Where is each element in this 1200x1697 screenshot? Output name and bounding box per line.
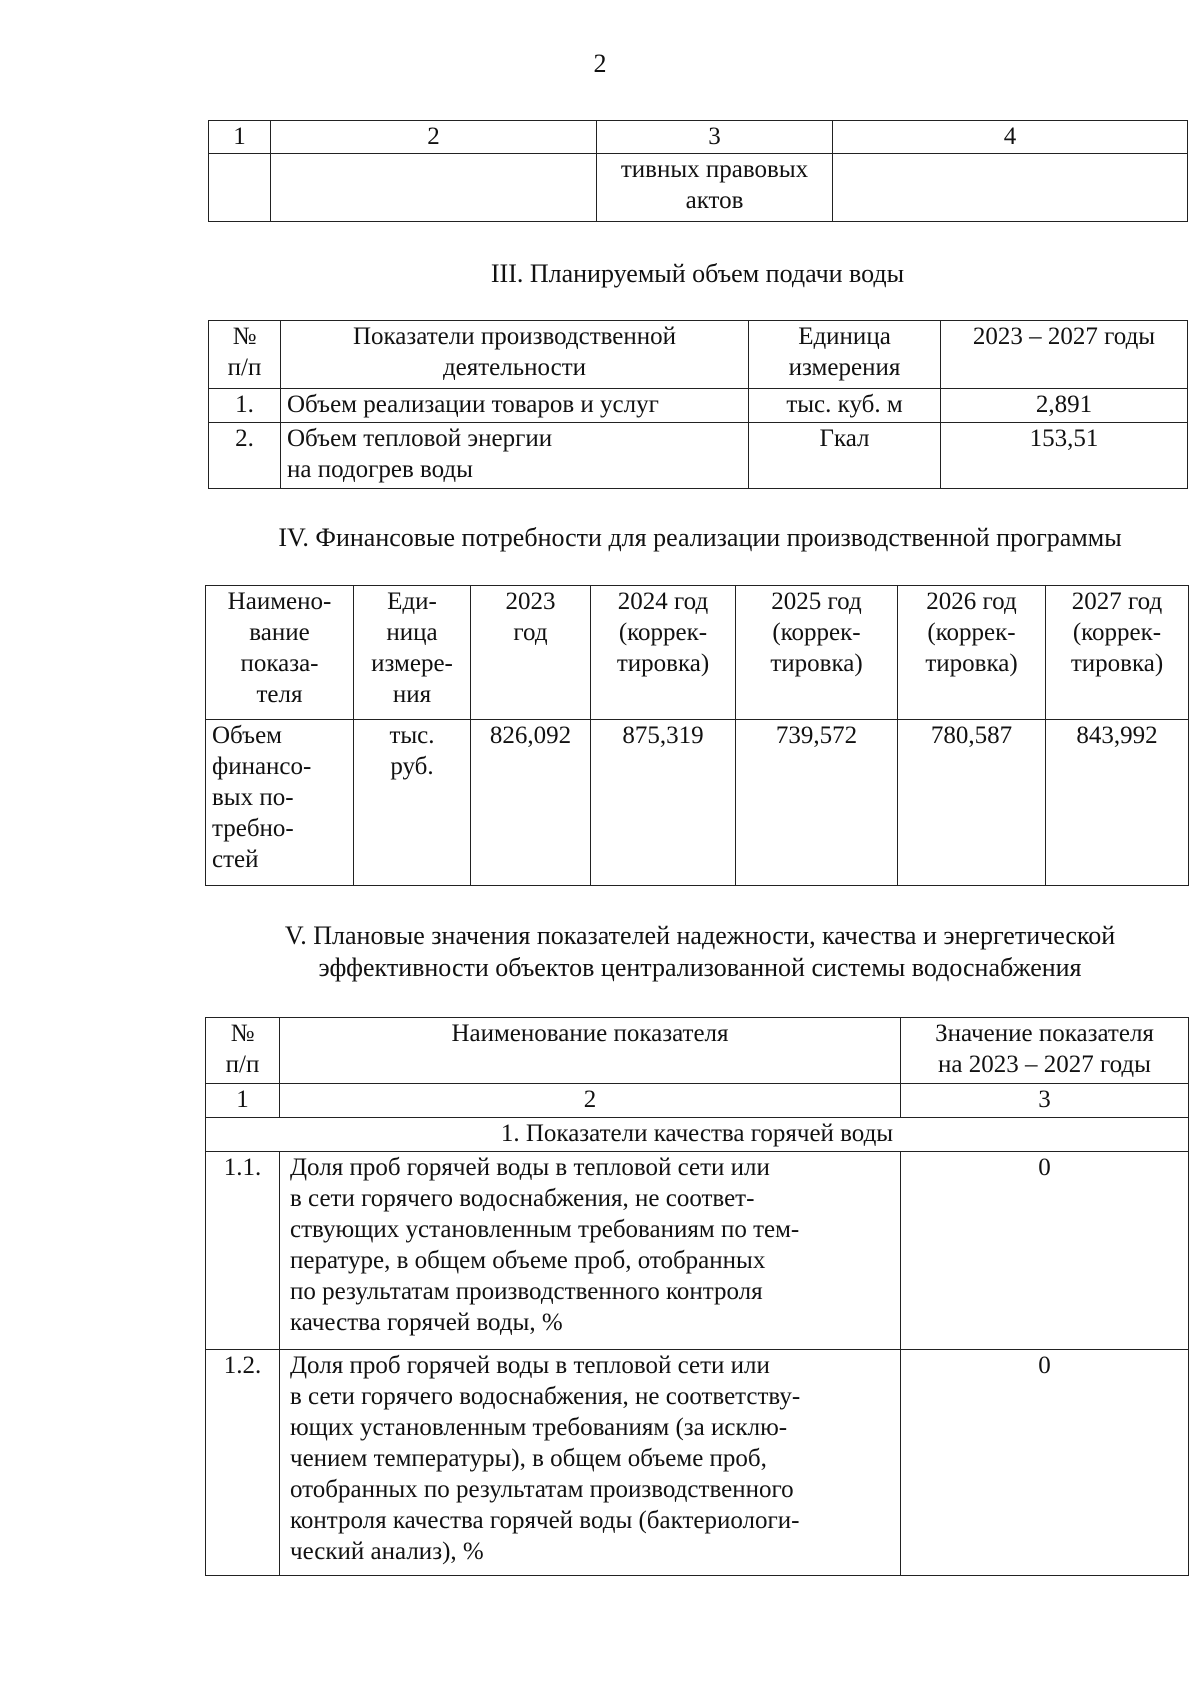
row-value: 153,51 — [941, 423, 1188, 489]
header-unit: Единица измерения — [749, 321, 941, 389]
header-number: № п/п — [206, 1018, 280, 1084]
col-number-2: 2 — [271, 121, 597, 154]
row-indicator: Объем тепловой энергии на подогрев воды — [281, 423, 749, 489]
table-header-row — [206, 1018, 1189, 1084]
header-indicator-name: Наименование показателя — [280, 1018, 901, 1084]
value-2024: 875,319 — [591, 720, 736, 886]
header-indicator-name: Наимено- вание показа- теля — [206, 586, 354, 720]
table-cell: тивных правовых актов — [597, 154, 833, 222]
row-unit: Гкал — [749, 423, 941, 489]
table-header-row — [206, 586, 1189, 720]
header-year-2023: 2023 год — [471, 586, 591, 720]
row-value: 0 — [901, 1350, 1189, 1576]
reliability-indicators-table — [205, 1017, 1189, 1576]
section-4-title: IV. Финансовые потребности для реализации производственной программы — [278, 523, 1122, 552]
col-number-3: 3 — [597, 121, 833, 154]
header-year-2025: 2025 год (коррек- тировка) — [736, 586, 898, 720]
header-year-2027: 2027 год (коррек- тировка) — [1046, 586, 1189, 720]
col-number-1: 1 — [206, 1084, 280, 1118]
financial-needs-table — [205, 585, 1189, 886]
table-cell — [833, 154, 1188, 222]
value-2027: 843,992 — [1046, 720, 1189, 886]
table-header-row — [209, 321, 1188, 389]
row-unit: тыс. руб. — [354, 720, 471, 886]
group-title-row — [206, 1118, 1189, 1152]
row-unit: тыс. куб. м — [749, 389, 941, 423]
section-5-title-line-1: V. Плановые значения показателей надежности, качества и энергетической — [284, 921, 1116, 950]
table-row — [209, 389, 1188, 423]
row-number: 2. — [209, 423, 281, 489]
header-indicator-value: Значение показателя на 2023 – 2027 годы — [901, 1018, 1189, 1084]
row-number: 1.2. — [206, 1350, 280, 1576]
page-number: 2 — [593, 49, 607, 78]
supply-volume-table — [208, 320, 1188, 489]
header-year-2024: 2024 год (коррек- тировка) — [591, 586, 736, 720]
header-indicator: Показатели производственной деятельности — [281, 321, 749, 389]
col-number-1: 1 — [209, 121, 271, 154]
table-row — [206, 1350, 1189, 1576]
col-number-4: 4 — [833, 121, 1188, 154]
value-2025: 739,572 — [736, 720, 898, 886]
table-cell — [209, 154, 271, 222]
table-cell — [271, 154, 597, 222]
row-value: 0 — [901, 1152, 1189, 1350]
header-period: 2023 – 2027 годы — [941, 321, 1188, 389]
header-year-2026: 2026 год (коррек- тировка) — [898, 586, 1046, 720]
row-number: 1.1. — [206, 1152, 280, 1350]
row-number: 1. — [209, 389, 281, 423]
section-3-title: III. Планируемый объем подачи воды — [490, 259, 905, 288]
header-unit: Еди- ница измере- ния — [354, 586, 471, 720]
table-row — [206, 720, 1189, 886]
table-row — [209, 154, 1188, 222]
row-indicator: Объем реализации товаров и услуг — [281, 389, 749, 423]
table-header-row — [209, 121, 1188, 154]
table-row — [206, 1152, 1189, 1350]
col-number-3: 3 — [901, 1084, 1189, 1118]
group-title: 1. Показатели качества горячей воды — [206, 1118, 1189, 1152]
col-number-2: 2 — [280, 1084, 901, 1118]
section-5-title-line-2: эффективности объектов централизованной системы водоснабжения — [318, 953, 1082, 982]
header-number: № п/п — [209, 321, 281, 389]
column-numbers-row — [206, 1084, 1189, 1118]
continuation-table — [208, 120, 1188, 222]
row-value: 2,891 — [941, 389, 1188, 423]
row-indicator-name: Доля проб горячей воды в тепловой сети или в сети горячего водоснабжения, не соответ- ствующих установленным требованиям по тем- пературе, в общем объеме проб, отобранных по результатам производственного контроля качества горячей воды, % — [280, 1152, 901, 1350]
value-2023: 826,092 — [471, 720, 591, 886]
value-2026: 780,587 — [898, 720, 1046, 886]
row-indicator-name: Доля проб горячей воды в тепловой сети или в сети горячего водоснабжения, не соответству- ющих установленным требованиям (за исклю- чением температуры), в общем объеме проб, отобранных по результатам производственного контроля качества горячей воды (бактериологи- ческий анализ), % — [280, 1350, 901, 1576]
table-row — [209, 423, 1188, 489]
row-indicator-name: Объем финансо- вых по- требно- стей — [206, 720, 354, 886]
